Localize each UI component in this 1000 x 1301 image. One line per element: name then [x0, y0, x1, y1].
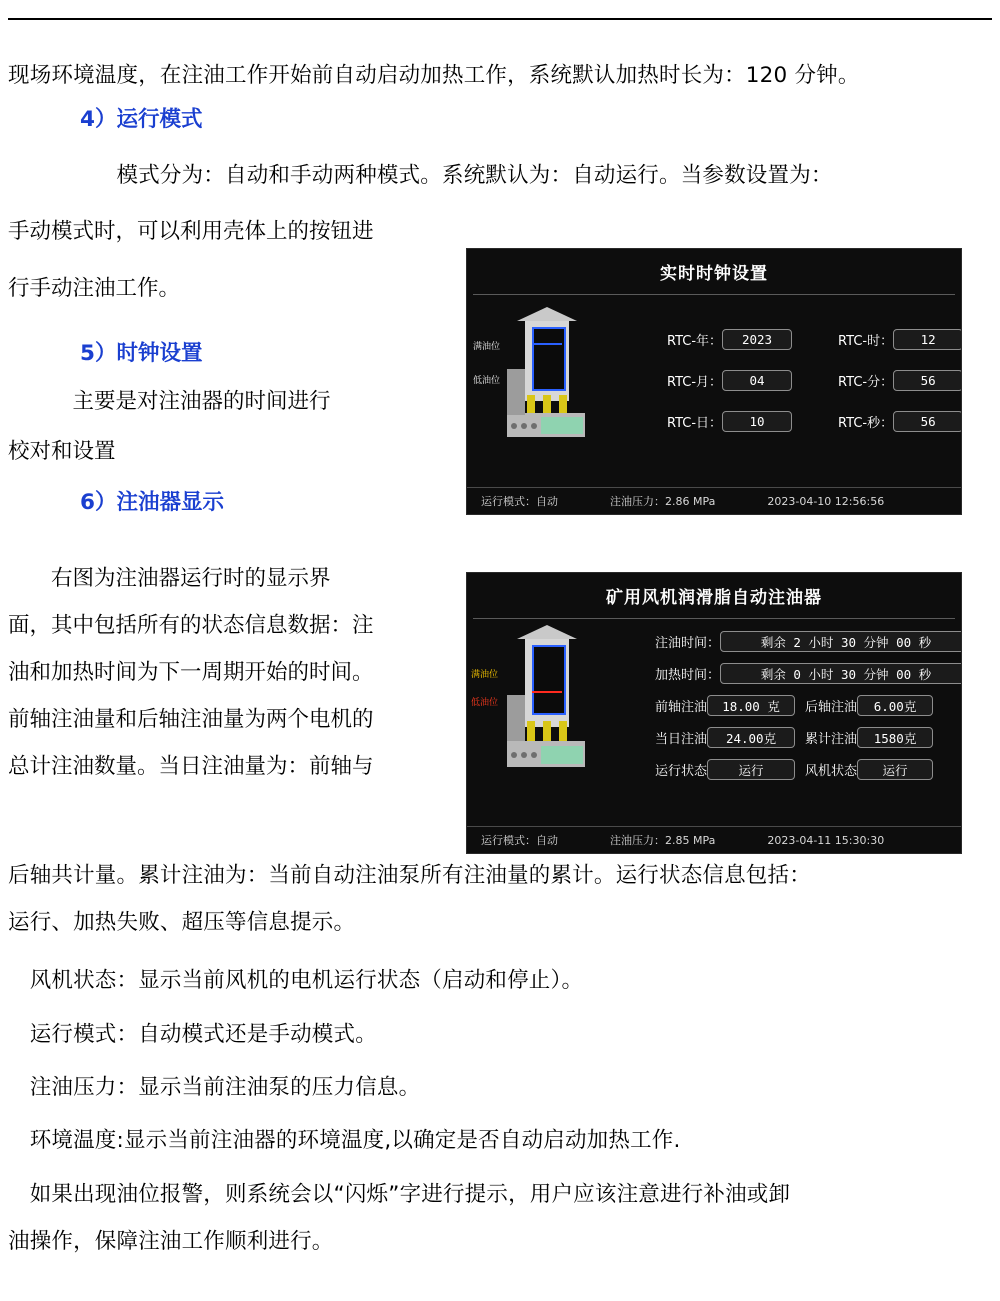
heading-run-mode: 4）运行模式	[80, 107, 203, 132]
front-axle-value[interactable]: 18.00 克	[707, 695, 795, 716]
lubricator-display-panel	[466, 572, 962, 854]
today-total-value[interactable]: 24.00克	[707, 727, 795, 748]
device-indicator	[521, 752, 527, 758]
device-panel-green	[541, 417, 583, 434]
clock-panel-title: 实时时钟设置	[660, 264, 768, 284]
device-fitting	[543, 721, 551, 743]
rear-axle-value[interactable]: 6.00克	[857, 695, 933, 716]
lubricator-graphic	[473, 307, 651, 437]
lubricator-graphic	[471, 625, 651, 775]
heading-clock-setting: 5）时钟设置	[80, 341, 203, 366]
paragraph-line: 手动模式时，可以利用壳体上的按钮进	[8, 219, 374, 244]
level-high-label: 满油位	[473, 342, 501, 352]
device-fitting	[527, 395, 535, 415]
inject-time-label: 注油时间：	[655, 636, 721, 651]
paragraph-line: 面，其中包括所有的状态信息数据：注	[8, 613, 374, 638]
clock-setting-panel	[466, 248, 962, 515]
device-indicator	[521, 423, 527, 429]
status-run-mode: 运行模式：自动	[481, 495, 558, 508]
run-panel-title: 矿用风机润滑脂自动注油器	[606, 588, 822, 608]
paragraph-line: 模式分为：自动和手动两种模式。系统默认为：自动运行。当参数设置为：	[8, 163, 833, 188]
status-datetime: 2023-04-10 12:56:56	[767, 494, 885, 508]
panel-divider	[473, 294, 955, 295]
cumulative-total-label: 累计注油	[805, 732, 858, 747]
run-panel-status-bar	[467, 826, 961, 853]
status-datetime: 2023-04-11 15:30:30	[767, 833, 885, 847]
cumulative-total-value[interactable]: 1580克	[857, 727, 933, 748]
paragraph-line: 行手动注油工作。	[8, 276, 181, 301]
device-glass	[532, 645, 566, 715]
today-total-label: 当日注油	[655, 732, 708, 747]
device-side-wall	[507, 695, 525, 741]
device-indicator	[531, 423, 537, 429]
device-fitting	[527, 721, 535, 743]
level-low-label: 低油位	[473, 376, 501, 386]
heat-time-value[interactable]: 剩余 0 小时 30 分钟 00 秒	[720, 663, 962, 684]
rtc-day-label: RTC-日：	[667, 416, 723, 431]
rtc-hour-label: RTC-时：	[838, 334, 894, 349]
fan-state-value[interactable]: 运行	[857, 759, 933, 780]
device-roof-icon	[517, 307, 577, 321]
rear-axle-label: 后轴注油	[805, 700, 858, 715]
header-rule	[8, 18, 992, 20]
fan-state-label: 风机状态	[805, 764, 858, 779]
paragraph-line: 注油压力：显示当前注油泵的压力信息。	[8, 1075, 421, 1100]
paragraph-line: 油操作，保障注油工作顺利进行。	[8, 1229, 334, 1254]
device-indicator	[531, 752, 537, 758]
front-axle-label: 前轴注油	[655, 700, 708, 715]
paragraph-line: 运行、加热失败、超压等信息提示。	[8, 910, 356, 935]
heat-time-label: 加热时间：	[655, 668, 721, 683]
device-fitting	[543, 395, 551, 415]
device-fitting	[559, 721, 567, 743]
paragraph-line: 前轴注油量和后轴注油量为两个电机的	[8, 707, 374, 732]
device-side-wall	[507, 369, 525, 415]
level-low-label: 低油位	[471, 698, 499, 708]
paragraph-line: 后轴共计量。累计注油为：当前自动注油泵所有注油量的累计。运行状态信息包括：	[8, 863, 811, 888]
device-level-line	[532, 691, 562, 693]
device-glass	[532, 327, 566, 391]
rtc-month-value[interactable]: 04	[722, 370, 792, 391]
paragraph-line: 现场环境温度，在注油工作开始前自动启动加热工作，系统默认加热时长为：120 分钟。	[8, 63, 860, 88]
paragraph-line: 主要是对注油器的时间进行	[8, 389, 331, 414]
device-indicator	[511, 423, 517, 429]
device-panel-green	[541, 746, 583, 764]
inject-time-value[interactable]: 剩余 2 小时 30 分钟 00 秒	[720, 631, 962, 652]
level-high-label: 满油位	[471, 670, 499, 680]
status-run-mode: 运行模式：自动	[481, 834, 558, 847]
device-roof-icon	[517, 625, 577, 639]
rtc-hour-value[interactable]: 12	[893, 329, 962, 350]
device-fitting	[559, 395, 567, 415]
rtc-second-value[interactable]: 56	[893, 411, 962, 432]
rtc-second-label: RTC-秒：	[838, 416, 894, 431]
rtc-day-value[interactable]: 10	[722, 411, 792, 432]
device-indicator	[511, 752, 517, 758]
paragraph-line: 运行模式：自动模式还是手动模式。	[8, 1022, 377, 1047]
paragraph-line: 风机状态：显示当前风机的电机运行状态（启动和停止）。	[8, 968, 584, 993]
run-state-label: 运行状态	[655, 764, 708, 779]
rtc-month-label: RTC-月：	[667, 375, 723, 390]
paragraph-line: 右图为注油器运行时的显示界	[8, 566, 331, 591]
paragraph-line: 环境温度:显示当前注油器的环境温度,以确定是否自动启动加热工作.	[8, 1128, 681, 1153]
panel-divider	[473, 618, 955, 619]
rtc-minute-value[interactable]: 56	[893, 370, 962, 391]
clock-panel-status-bar	[467, 487, 961, 514]
rtc-year-value[interactable]: 2023	[722, 329, 792, 350]
device-level-line	[532, 343, 562, 345]
run-state-value[interactable]: 运行	[707, 759, 795, 780]
rtc-year-label: RTC-年：	[667, 334, 723, 349]
status-pressure: 注油压力：2.86 MPa	[610, 495, 716, 508]
paragraph-line: 油和加热时间为下一周期开始的时间。	[8, 660, 374, 685]
heading-lubricator-display: 6）注油器显示	[80, 490, 224, 515]
paragraph-line: 总计注油数量。当日注油量为：前轴与	[8, 754, 374, 779]
paragraph-line: 校对和设置	[8, 439, 116, 464]
status-pressure: 注油压力：2.85 MPa	[610, 834, 716, 847]
paragraph-line: 如果出现油位报警，则系统会以“闪烁”字进行提示，用户应该注意进行补油或卸	[8, 1182, 791, 1207]
rtc-minute-label: RTC-分：	[838, 375, 894, 390]
